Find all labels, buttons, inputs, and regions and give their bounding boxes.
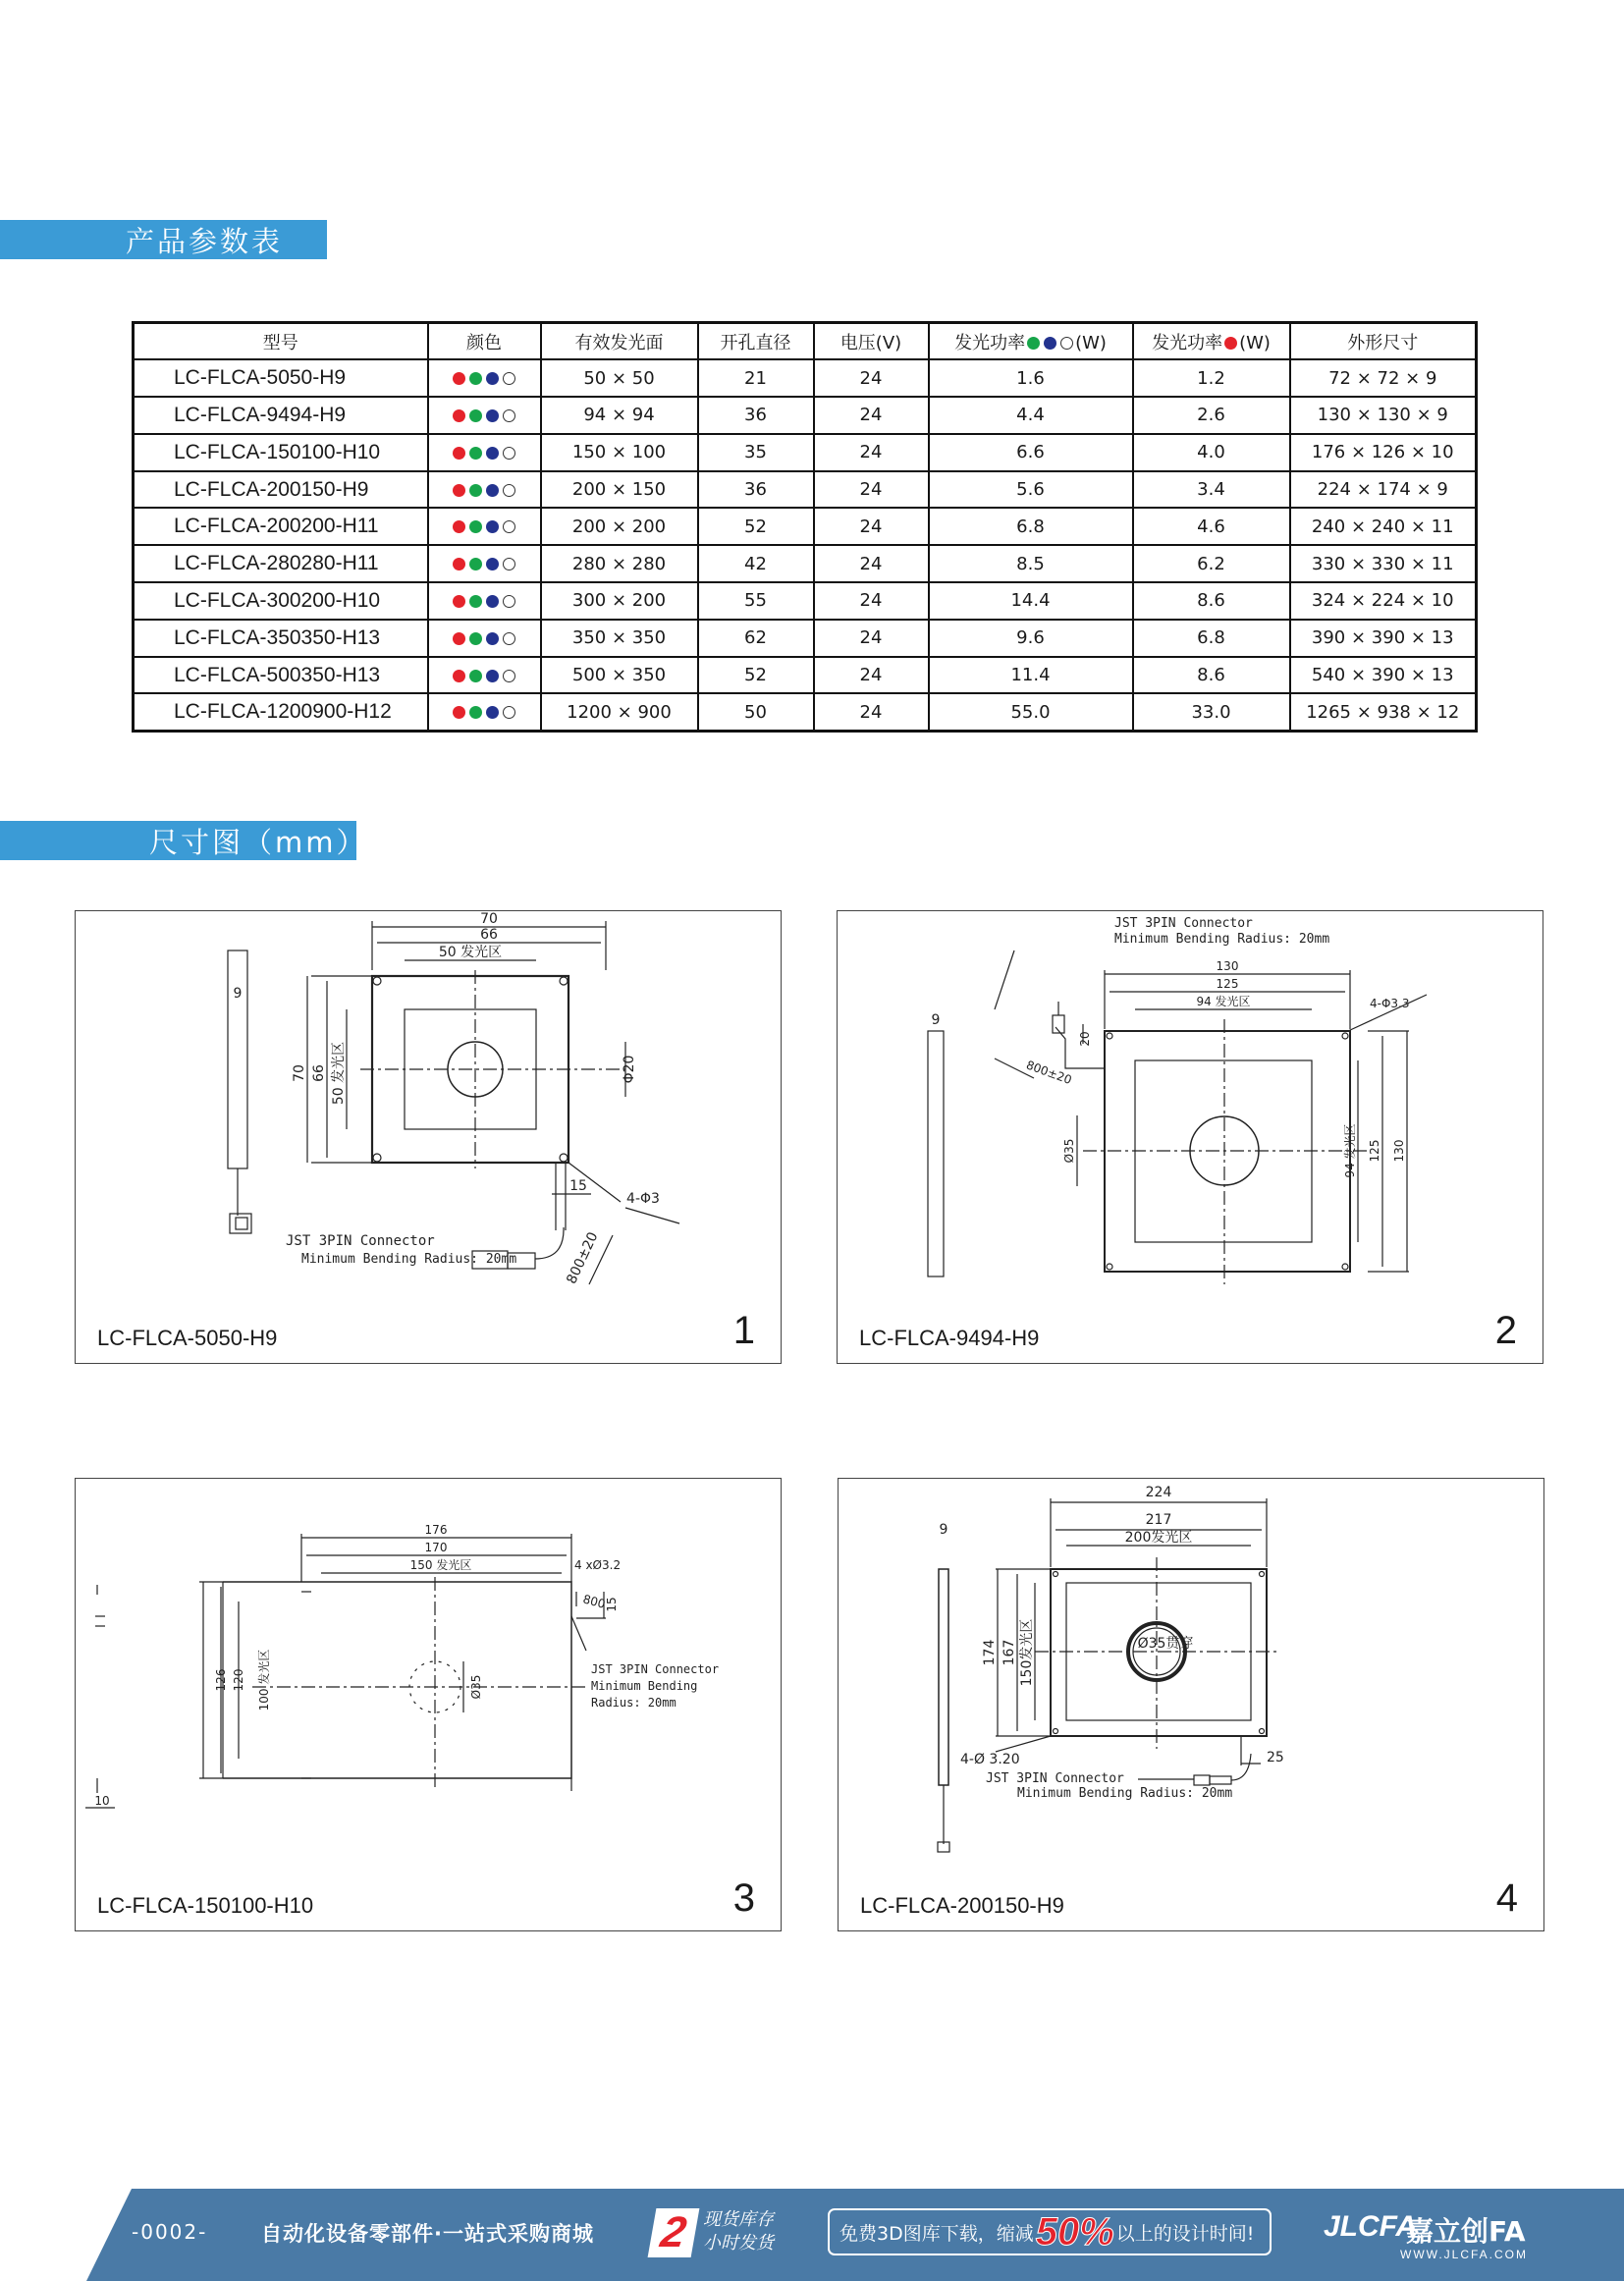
dim-thickness: 9 — [233, 986, 243, 1002]
dim-height-outer: 126 — [214, 1668, 228, 1692]
panel-1-model-label: LC-FLCA-5050-H9 — [97, 1326, 278, 1350]
cell-model: LC-FLCA-150100-H10 — [134, 434, 428, 471]
bending-label-line1: Minimum Bending — [591, 1679, 698, 1693]
blue-dot-icon — [486, 595, 499, 608]
footer-promo-post: 以上的设计时间! — [1115, 2222, 1255, 2245]
cell-dimensions: 1265 × 938 × 12 — [1290, 693, 1477, 731]
footer-slogan: 自动化设备零部件·一站式采购商城 — [261, 2222, 594, 2246]
cell-color — [428, 657, 541, 694]
drawing-3-svg — [76, 1479, 783, 1932]
cell-voltage: 24 — [814, 434, 929, 471]
cell-power-red: 6.2 — [1133, 545, 1290, 582]
bending-radius-label: Minimum Bending Radius: 20mm — [1114, 932, 1330, 947]
table-row — [134, 620, 1477, 657]
cell-dimensions: 224 × 174 × 9 — [1290, 471, 1477, 509]
table-row — [134, 545, 1477, 582]
red-dot-icon — [453, 558, 465, 570]
red-dot-icon — [453, 409, 465, 422]
dim-width-outer: 70 — [480, 911, 498, 927]
green-dot-icon — [469, 447, 482, 460]
cell-voltage: 24 — [814, 620, 929, 657]
dim-mount-holes: 4-Ø 3.20 — [960, 1752, 1020, 1767]
cell-voltage: 24 — [814, 359, 929, 397]
dim-margin: 15 — [569, 1178, 587, 1194]
cell-model: LC-FLCA-5050-H9 — [134, 359, 428, 397]
cell-dimensions: 390 × 390 × 13 — [1290, 620, 1477, 657]
cell-power-gbw: 55.0 — [929, 693, 1133, 731]
cell-dimensions: 330 × 330 × 11 — [1290, 545, 1477, 582]
cell-power-red: 8.6 — [1133, 657, 1290, 694]
footer-url[interactable]: WWW.JLCFA.COM — [1400, 2248, 1528, 2261]
spec-table — [132, 321, 1478, 733]
header-voltage: 电压(V) — [814, 323, 929, 360]
cell-dimensions: 240 × 240 × 11 — [1290, 508, 1477, 545]
dim-height-hole: 167 — [1001, 1639, 1017, 1666]
bending-label-line2: Radius: 20mm — [591, 1696, 677, 1710]
white-dot-icon — [503, 558, 515, 570]
cell-model: LC-FLCA-9494-H9 — [134, 397, 428, 434]
cell-dimensions: 540 × 390 × 13 — [1290, 657, 1477, 694]
dim-height-outer: 70 — [292, 1064, 307, 1082]
connector-label: JST 3PIN Connector — [1114, 916, 1253, 931]
panel-1-number: 1 — [732, 1309, 755, 1352]
dim-thickness: 9 — [939, 1522, 948, 1538]
cell-emitting-area: 200 × 200 — [541, 508, 698, 545]
cell-power-red: 4.6 — [1133, 508, 1290, 545]
cell-hole-diameter: 35 — [698, 434, 814, 471]
panel-4-number: 4 — [1495, 1876, 1518, 1920]
cell-power-red: 4.0 — [1133, 434, 1290, 471]
cell-model: LC-FLCA-1200900-H12 — [134, 693, 428, 731]
cell-model: LC-FLCA-200150-H9 — [134, 471, 428, 509]
footer-promo-pre: 免费3D图库下载，缩减 — [839, 2222, 1034, 2245]
red-dot-icon — [1224, 337, 1237, 350]
dim-width-outer: 224 — [1145, 1485, 1172, 1500]
dim-cable-offset: 15 — [605, 1597, 619, 1612]
cell-emitting-area: 280 × 280 — [541, 545, 698, 582]
dim-height-emit: 50 发光区 — [331, 1041, 347, 1106]
white-dot-icon — [503, 520, 515, 533]
dim-height-emit: 100 发光区 — [257, 1649, 271, 1711]
cell-power-gbw: 5.6 — [929, 471, 1133, 509]
table-row — [134, 582, 1477, 620]
header-dimensions: 外形尺寸 — [1290, 323, 1477, 360]
cell-model: LC-FLCA-200200-H11 — [134, 508, 428, 545]
cell-hole-diameter: 36 — [698, 471, 814, 509]
cell-emitting-area: 200 × 150 — [541, 471, 698, 509]
section-title-dimensions: 尺寸图（mm） — [0, 821, 356, 860]
dim-width-emit: 150 发光区 — [409, 1558, 472, 1572]
footer-promo-box[interactable] — [828, 2208, 1272, 2255]
cell-hole-diameter: 36 — [698, 397, 814, 434]
green-dot-icon — [469, 372, 482, 385]
cell-voltage: 24 — [814, 508, 929, 545]
red-dot-icon — [453, 484, 465, 497]
cell-model: LC-FLCA-350350-H13 — [134, 620, 428, 657]
dim-height-hole: 66 — [311, 1064, 327, 1082]
drawing-1-svg — [76, 911, 783, 1365]
header-power-gbw-label: 发光功率 — [954, 332, 1026, 353]
footer-badge-2: 2 — [648, 2208, 700, 2257]
cell-dimensions: 72 × 72 × 9 — [1290, 359, 1477, 397]
dim-height-outer: 130 — [1392, 1139, 1406, 1163]
table-row — [134, 508, 1477, 545]
green-dot-icon — [1027, 337, 1040, 350]
cell-hole-diameter: 55 — [698, 582, 814, 620]
cell-emitting-area: 94 × 94 — [541, 397, 698, 434]
red-dot-icon — [453, 632, 465, 645]
dim-cable-length: 800±20 — [564, 1229, 602, 1287]
dim-height-emit: 94 发光区 — [1343, 1123, 1357, 1178]
cell-power-red: 2.6 — [1133, 397, 1290, 434]
cell-emitting-area: 500 × 350 — [541, 657, 698, 694]
cell-voltage: 24 — [814, 657, 929, 694]
cell-hole-diameter: 62 — [698, 620, 814, 657]
cell-power-gbw: 11.4 — [929, 657, 1133, 694]
dim-width-emit: 50 发光区 — [438, 945, 503, 960]
dim-width-emit: 200发光区 — [1124, 1530, 1193, 1546]
dim-hole-diameter: Ø35 — [469, 1674, 483, 1700]
drawing-panel-4 — [838, 1478, 1544, 1931]
footer-stock-line2: 小时发货 — [703, 2233, 774, 2254]
table-row — [134, 434, 1477, 471]
drawing-4-svg — [839, 1479, 1545, 1932]
white-dot-icon — [503, 706, 515, 719]
cell-hole-diameter: 42 — [698, 545, 814, 582]
cell-emitting-area: 50 × 50 — [541, 359, 698, 397]
green-dot-icon — [469, 595, 482, 608]
dim-width-hole: 125 — [1216, 977, 1239, 991]
cell-voltage: 24 — [814, 397, 929, 434]
connector-label: JST 3PIN Connector — [286, 1233, 435, 1249]
dim-thickness: 9 — [931, 1012, 941, 1028]
dim-cable-length: 800 — [581, 1592, 607, 1611]
dim-cable-offset: 25 — [1267, 1750, 1284, 1765]
header-emitting-area: 有效发光面 — [541, 323, 698, 360]
white-dot-icon — [503, 595, 515, 608]
blue-dot-icon — [486, 632, 499, 645]
cell-color — [428, 434, 541, 471]
blue-dot-icon — [486, 447, 499, 460]
red-dot-icon — [453, 706, 465, 719]
green-dot-icon — [469, 520, 482, 533]
header-model: 型号 — [134, 323, 428, 360]
dim-mount-holes: 4-Φ3.3 — [1370, 997, 1410, 1010]
drawing-panel-1 — [75, 910, 782, 1364]
white-dot-icon — [503, 409, 515, 422]
cell-power-gbw: 9.6 — [929, 620, 1133, 657]
green-dot-icon — [469, 558, 482, 570]
dim-width-outer: 130 — [1216, 959, 1239, 973]
drawing-2-svg — [838, 911, 1544, 1365]
dim-height-hole: 125 — [1368, 1139, 1381, 1163]
cell-emitting-area: 350 × 350 — [541, 620, 698, 657]
table-row — [134, 693, 1477, 731]
cell-voltage: 24 — [814, 582, 929, 620]
cell-power-red: 33.0 — [1133, 693, 1290, 731]
blue-dot-icon — [486, 706, 499, 719]
blue-dot-icon — [486, 670, 499, 682]
cell-color — [428, 693, 541, 731]
cell-model: LC-FLCA-280280-H11 — [134, 545, 428, 582]
cell-power-gbw: 14.4 — [929, 582, 1133, 620]
cell-hole-diameter: 50 — [698, 693, 814, 731]
green-dot-icon — [469, 670, 482, 682]
dim-cable-offset: 20 — [1078, 1031, 1092, 1047]
white-dot-icon — [503, 447, 515, 460]
bending-radius-label: Minimum Bending Radius: 20mm — [301, 1252, 517, 1267]
dim-width-outer: 176 — [424, 1523, 448, 1537]
white-dot-icon — [503, 632, 515, 645]
cell-voltage: 24 — [814, 545, 929, 582]
footer-page-number: -0002- — [132, 2220, 208, 2244]
cell-hole-diameter: 52 — [698, 657, 814, 694]
dim-height-emit: 150发光区 — [1019, 1618, 1035, 1687]
cell-power-gbw: 1.6 — [929, 359, 1133, 397]
red-dot-icon — [453, 595, 465, 608]
white-dot-icon — [503, 670, 515, 682]
cell-color — [428, 545, 541, 582]
cell-color — [428, 508, 541, 545]
cell-hole-diameter: 52 — [698, 508, 814, 545]
jlcfa-logo-icon: JLCFA — [1324, 2210, 1418, 2243]
footer-banner — [0, 2189, 1624, 2281]
table-row — [134, 657, 1477, 694]
cell-voltage: 24 — [814, 471, 929, 509]
cell-power-red: 6.8 — [1133, 620, 1290, 657]
header-power-red-label: 发光功率 — [1152, 332, 1223, 353]
header-hole-diameter: 开孔直径 — [698, 323, 814, 360]
blue-dot-icon — [486, 558, 499, 570]
footer-brand-name: 嘉立创FA — [1406, 2215, 1526, 2248]
panel-2-number: 2 — [1494, 1309, 1517, 1352]
header-power-red-unit: (W) — [1239, 332, 1271, 353]
red-dot-icon — [453, 670, 465, 682]
table-row — [134, 471, 1477, 509]
cell-color — [428, 397, 541, 434]
drawing-panel-3 — [75, 1478, 782, 1931]
dim-cable-length: 800±20 — [1024, 1058, 1074, 1088]
cell-dimensions: 130 × 130 × 9 — [1290, 397, 1477, 434]
table-row — [134, 397, 1477, 434]
dim-hole-diameter: Φ20 — [622, 1055, 637, 1084]
red-dot-icon — [453, 447, 465, 460]
section-title-params: 产品参数表 — [0, 220, 327, 259]
panel-3-model-label: LC-FLCA-150100-H10 — [97, 1893, 314, 1918]
table-row — [134, 359, 1477, 397]
blue-dot-icon — [486, 372, 499, 385]
footer-stock-text — [703, 2208, 774, 2255]
dim-thickness: 10 — [94, 1794, 110, 1808]
panel-2-model-label: LC-FLCA-9494-H9 — [859, 1326, 1040, 1350]
dim-mount-holes: 4 xØ3.2 — [574, 1558, 622, 1572]
cell-dimensions: 324 × 224 × 10 — [1290, 582, 1477, 620]
footer-promo-percent: 50% — [1035, 2209, 1114, 2254]
panel-3-number: 3 — [732, 1876, 755, 1920]
footer-stock-line1: 现货库存 — [703, 2209, 774, 2230]
header-power-gbw-unit: (W) — [1075, 332, 1107, 353]
drawing-panel-2 — [837, 910, 1543, 1364]
cell-color — [428, 620, 541, 657]
cell-dimensions: 176 × 126 × 10 — [1290, 434, 1477, 471]
cell-model: LC-FLCA-500350-H13 — [134, 657, 428, 694]
green-dot-icon — [469, 409, 482, 422]
blue-dot-icon — [486, 520, 499, 533]
table-header-row — [134, 323, 1477, 360]
blue-dot-icon — [486, 484, 499, 497]
cell-power-gbw: 4.4 — [929, 397, 1133, 434]
cell-emitting-area: 1200 × 900 — [541, 693, 698, 731]
header-color: 颜色 — [428, 323, 541, 360]
dim-width-emit: 94 发光区 — [1196, 995, 1251, 1008]
cell-power-red: 3.4 — [1133, 471, 1290, 509]
dim-hole-diameter: Ø35 — [1062, 1138, 1076, 1164]
dim-height-hole: 120 — [232, 1668, 245, 1692]
dim-mount-holes: 4-Φ3 — [626, 1191, 660, 1207]
connector-label: JST 3PIN Connector — [591, 1662, 720, 1676]
cell-power-red: 8.6 — [1133, 582, 1290, 620]
cell-emitting-area: 150 × 100 — [541, 434, 698, 471]
red-dot-icon — [453, 520, 465, 533]
dim-hole-diameter: Ø35贯穿 — [1137, 1636, 1194, 1652]
cell-power-red: 1.2 — [1133, 359, 1290, 397]
connector-label: JST 3PIN Connector — [986, 1771, 1124, 1786]
blue-dot-icon — [486, 409, 499, 422]
cell-power-gbw: 8.5 — [929, 545, 1133, 582]
dim-width-hole: 217 — [1145, 1512, 1172, 1528]
cell-color — [428, 471, 541, 509]
cell-color — [428, 359, 541, 397]
header-power-gbw — [929, 323, 1133, 360]
bending-radius-label: Minimum Bending Radius: 20mm — [1017, 1786, 1233, 1801]
green-dot-icon — [469, 706, 482, 719]
cell-emitting-area: 300 × 200 — [541, 582, 698, 620]
cell-color — [428, 582, 541, 620]
header-power-red — [1133, 323, 1290, 360]
dim-width-hole: 170 — [424, 1541, 448, 1554]
green-dot-icon — [469, 484, 482, 497]
dim-width-hole: 66 — [480, 927, 498, 943]
dim-height-outer: 174 — [982, 1639, 998, 1666]
white-dot-icon — [503, 484, 515, 497]
cell-model: LC-FLCA-300200-H10 — [134, 582, 428, 620]
cell-hole-diameter: 21 — [698, 359, 814, 397]
white-dot-icon — [1060, 337, 1073, 350]
green-dot-icon — [469, 632, 482, 645]
cell-power-gbw: 6.8 — [929, 508, 1133, 545]
cell-power-gbw: 6.6 — [929, 434, 1133, 471]
cell-voltage: 24 — [814, 693, 929, 731]
red-dot-icon — [453, 372, 465, 385]
panel-4-model-label: LC-FLCA-200150-H9 — [860, 1893, 1064, 1918]
blue-dot-icon — [1044, 337, 1056, 350]
white-dot-icon — [503, 372, 515, 385]
